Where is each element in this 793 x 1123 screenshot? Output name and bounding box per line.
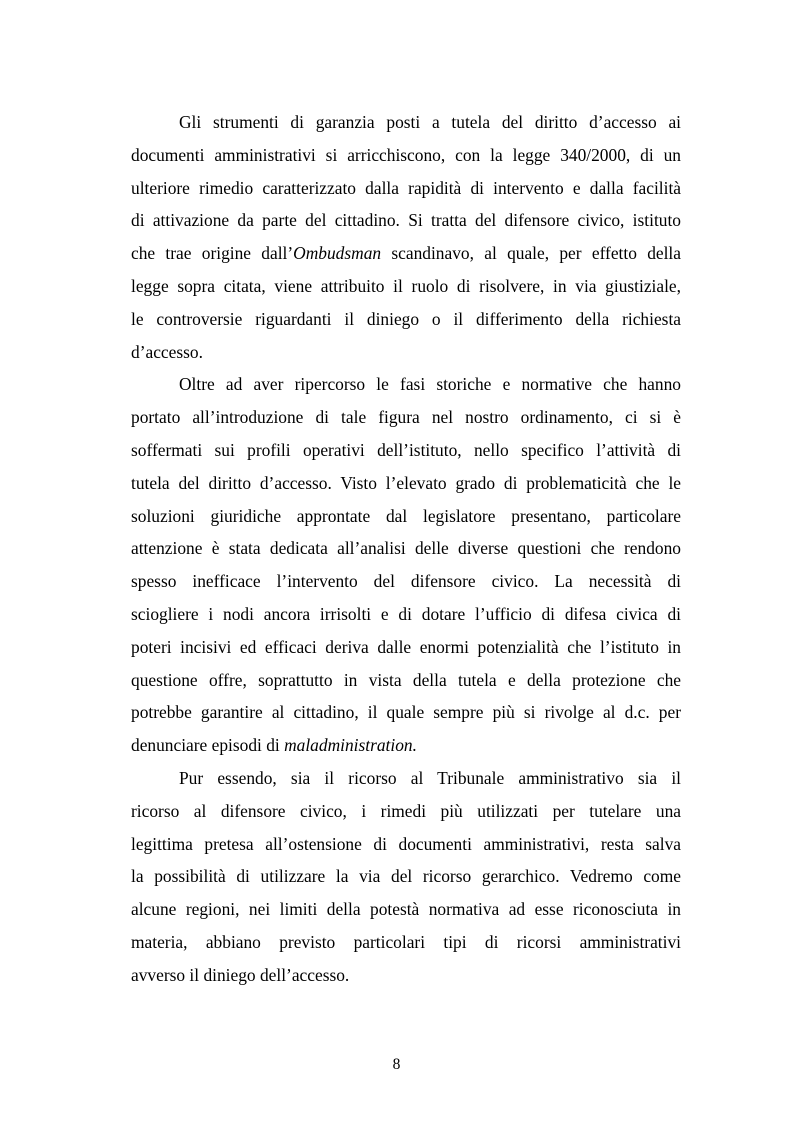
text-line — [131, 172, 681, 205]
text-line — [131, 565, 681, 598]
text-segment: che trae origine dall’ — [131, 243, 294, 264]
text-segment: denunciare episodi di — [131, 735, 285, 756]
text-segment: legge sopra citata, viene attribuito il ruolo di risolvere, in via giustiziale, — [131, 275, 681, 296]
text-line — [131, 237, 681, 270]
text-segment: soffermati sui profili operativi dell’istituto, nello specifico l’attività di — [131, 439, 681, 460]
text-line — [131, 860, 681, 893]
text-segment: le controversie riguardanti il diniego o il differimento della richiesta — [131, 308, 681, 329]
text-segment: spesso inefficace l’intervento del difensore civico. La necessità di — [131, 571, 681, 592]
text-line — [131, 303, 681, 336]
text-segment: soluzioni giuridiche approntate dal legislatore presentano, particolare — [131, 505, 681, 526]
text-line — [131, 795, 681, 828]
text-segment: scandinavo, al quale, per effetto della — [381, 243, 681, 264]
text-segment: ricorso al difensore civico, i rimedi più utilizzati per tutelare una — [131, 800, 681, 821]
text-line — [131, 106, 681, 139]
text-line — [131, 893, 681, 926]
italic-text: Ombudsman — [293, 243, 382, 264]
text-segment: portato all’introduzione di tale figura nel nostro ordinamento, ci si è — [131, 407, 681, 428]
text-segment: alcune regioni, nei limiti della potestà normativa ad esse riconosciuta in — [131, 899, 681, 920]
text-line — [131, 729, 681, 762]
text-segment: la possibilità di utilizzare la via del ricorso gerarchico. Vedremo come — [131, 866, 681, 887]
page-number: 8 — [392, 1056, 401, 1073]
text-segment: Gli strumenti di garanzia posti a tutela del diritto d’accesso ai — [179, 112, 681, 132]
text-segment: avverso il diniego dell’accesso. — [131, 964, 350, 985]
text-segment: Pur essendo, sia il ricorso al Tribunale amministrativo sia il — [179, 767, 681, 788]
text-line — [131, 139, 681, 172]
text-line — [131, 467, 681, 500]
text-line — [131, 368, 681, 401]
text-line — [131, 762, 681, 795]
italic-text: maladministration. — [284, 735, 417, 756]
text-segment: attenzione è stata dedicata all’analisi delle diverse questioni che rendono — [131, 538, 681, 559]
text-line — [131, 959, 681, 992]
text-segment: poteri incisivi ed efficaci deriva dalle enormi potenzialità che l’istituto in — [131, 636, 681, 657]
text-line — [131, 532, 681, 565]
text-segment: di attivazione da parte del cittadino. Si tratta del difensore civico, istituto — [131, 210, 681, 231]
text-line — [131, 270, 681, 303]
text-segment: potrebbe garantire al cittadino, il quale sempre più si rivolge al d.c. per — [131, 702, 681, 723]
text-line — [131, 204, 681, 237]
document-body — [131, 106, 681, 992]
text-line — [131, 500, 681, 533]
text-line — [131, 926, 681, 959]
text-line — [131, 631, 681, 664]
text-segment: legittima pretesa all’ostensione di documenti amministrativi, resta salva — [131, 833, 681, 854]
paragraph — [131, 106, 681, 368]
text-line — [131, 434, 681, 467]
text-line — [131, 336, 681, 369]
text-segment: Oltre ad aver ripercorso le fasi storiche e normative che hanno — [179, 374, 681, 395]
text-line — [131, 401, 681, 434]
text-segment: questione offre, soprattutto in vista della tutela e della protezione che — [131, 669, 681, 690]
paragraph — [131, 762, 681, 992]
text-segment: documenti amministrativi si arricchiscono, con la legge 340/2000, di un — [131, 144, 681, 165]
text-line — [131, 828, 681, 861]
text-line — [131, 696, 681, 729]
text-segment: ulteriore rimedio caratterizzato dalla rapidità di intervento e dalla facilità — [131, 177, 681, 198]
text-segment: materia, abbiano previsto particolari tipi di ricorsi amministrativi — [131, 931, 681, 952]
text-line — [131, 598, 681, 631]
text-segment: d’accesso. — [131, 341, 203, 362]
text-segment: tutela del diritto d’accesso. Visto l’elevato grado di problematicità che le — [131, 472, 681, 493]
text-line — [131, 664, 681, 697]
text-segment: sciogliere i nodi ancora irrisolti e di dotare l’ufficio di difesa civica di — [131, 603, 681, 624]
paragraph — [131, 368, 681, 762]
